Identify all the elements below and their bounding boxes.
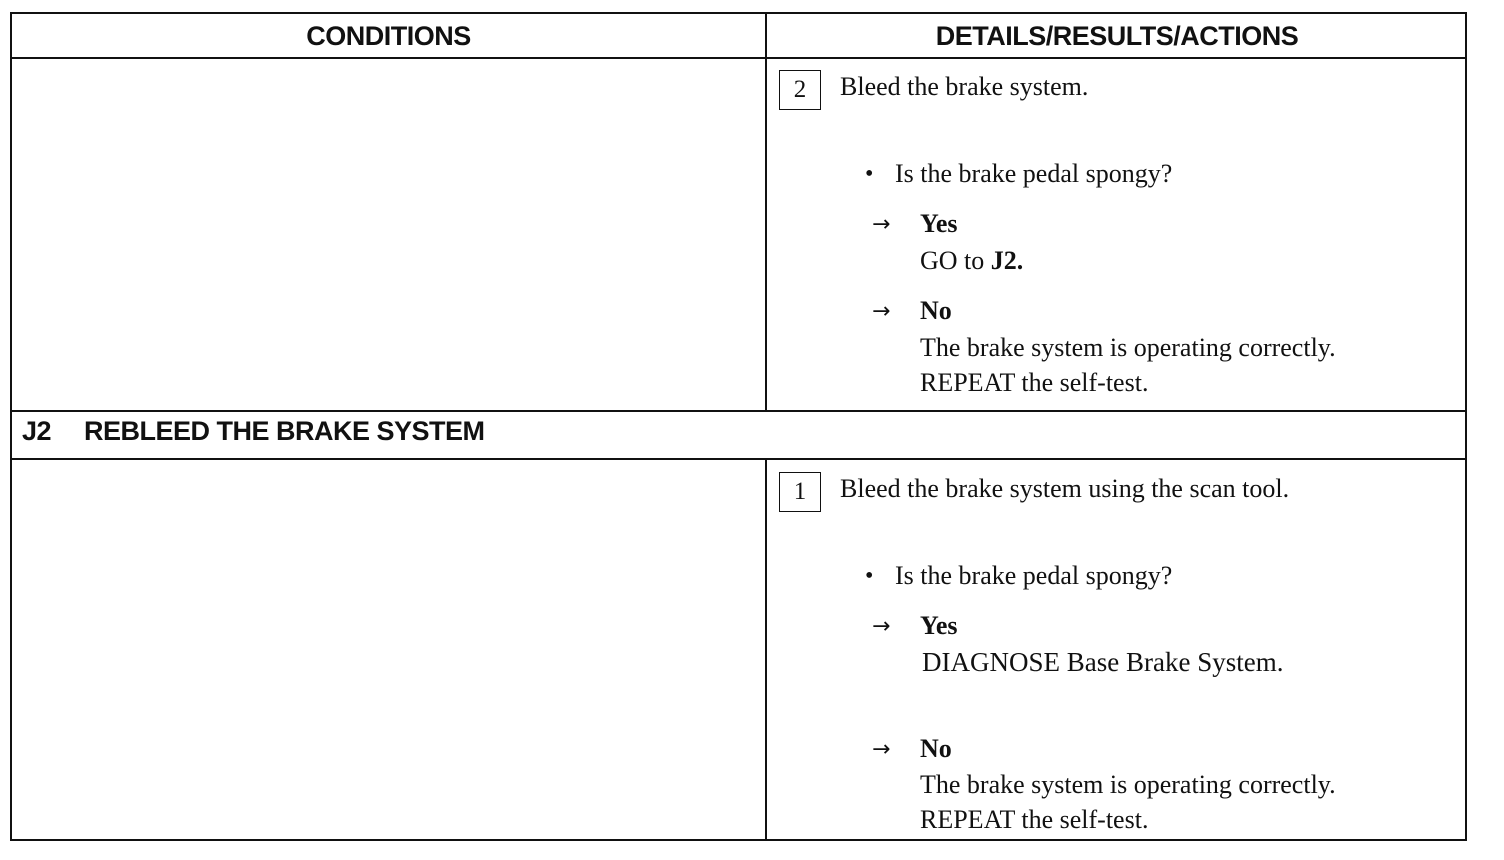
no-action-line1: The brake system is operating correctly. [920,333,1336,362]
conditions-header: CONDITIONS [306,21,471,51]
bullet-icon: • [865,161,874,187]
details-header: DETAILS/RESULTS/ACTIONS [935,21,1299,51]
arrow-right-icon: → [872,299,891,324]
no-label: No [920,296,952,325]
section-code: J2 [22,416,52,446]
question-text: Is the brake pedal spongy? [895,561,1173,590]
goto-target-link[interactable]: J2. [990,246,1024,275]
no-label: No [920,734,952,763]
step-instruction: Bleed the brake system using the scan tool. [840,474,1290,503]
no-action-line1: The brake system is operating correctly. [920,770,1336,799]
yes-label: Yes [920,209,958,238]
step-instruction: Bleed the brake system. [840,72,1089,101]
column-divider-lower [765,459,767,841]
yes-action: DIAGNOSE Base Brake System. [922,647,1284,677]
arrow-right-icon: → [872,614,891,639]
arrow-right-icon: → [872,212,891,237]
section-divider-top [12,410,1465,412]
question-text: Is the brake pedal spongy? [895,159,1173,188]
diagnostic-table [10,12,1467,841]
arrow-right-icon: → [872,737,891,762]
section-name: REBLEED THE BRAKE SYSTEM [84,416,485,446]
section-divider-bottom [12,458,1465,460]
no-action-line2: REPEAT the self-test. [920,805,1149,834]
yes-label: Yes [920,611,958,640]
bullet-icon: • [865,563,874,589]
step-number-box: 2 [779,70,821,110]
yes-action: GO to J2. [920,246,1024,275]
step-number-box: 1 [779,472,821,512]
header-divider [12,57,1465,59]
column-divider-upper [765,14,767,411]
no-action-line2: REPEAT the self-test. [920,368,1149,397]
section-title [22,414,485,448]
